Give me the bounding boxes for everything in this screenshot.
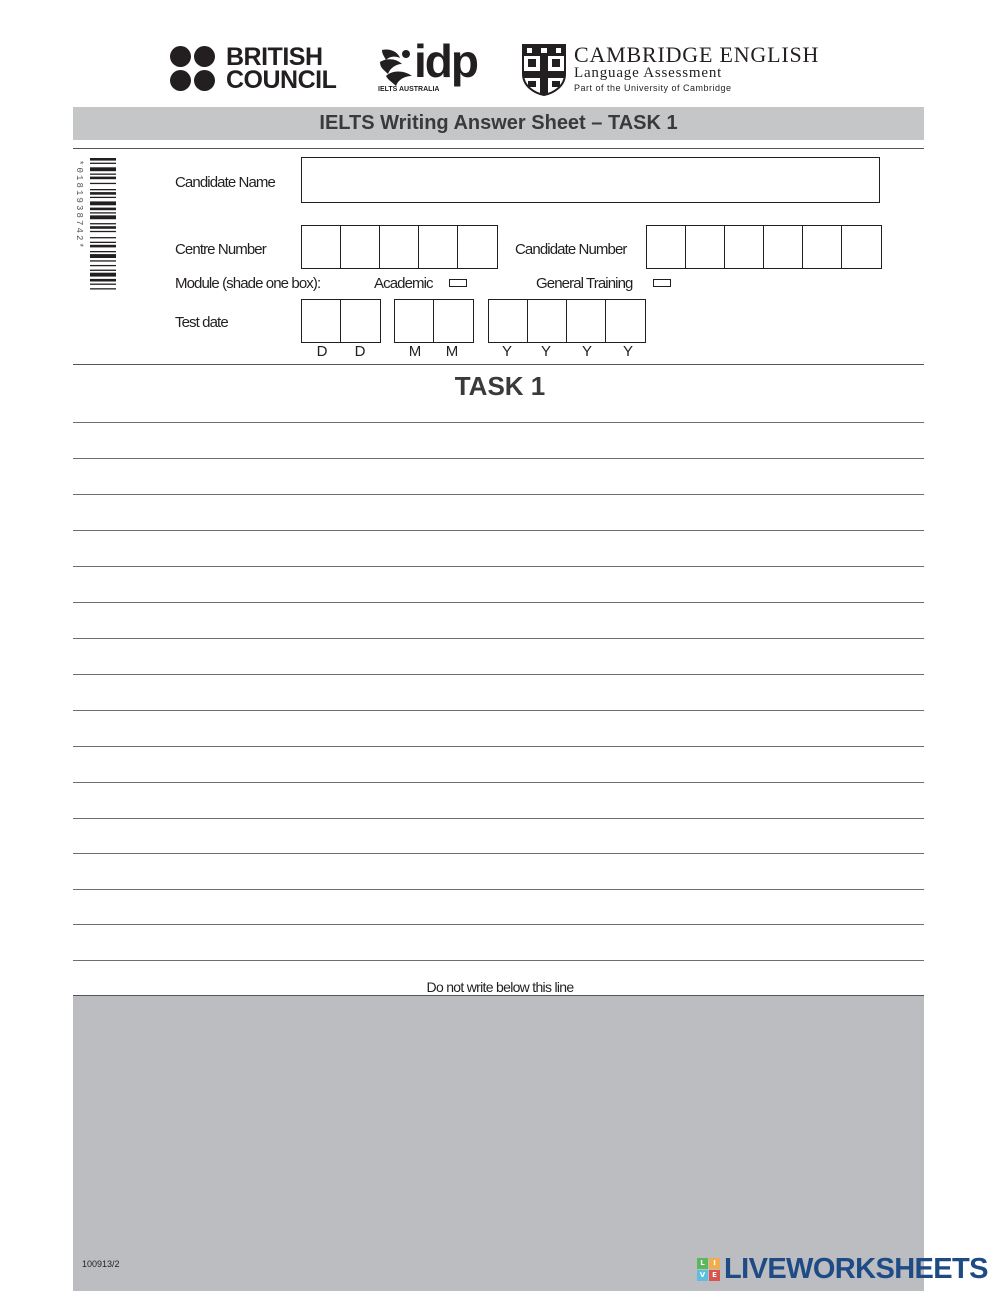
task-heading: TASK 1: [454, 371, 546, 401]
test-date-year-field[interactable]: [488, 299, 646, 343]
logo-tile: E: [709, 1270, 720, 1281]
candidate-number-cell[interactable]: [647, 226, 686, 268]
date-cell[interactable]: [341, 300, 380, 342]
centre-number-cell[interactable]: [419, 226, 458, 268]
date-format-letter: M: [445, 343, 459, 360]
candidate-number-cell[interactable]: [686, 226, 725, 268]
writing-line: [73, 960, 924, 961]
writing-line: [73, 422, 924, 423]
date-cell[interactable]: [395, 300, 434, 342]
writing-line: [73, 889, 924, 890]
logo-tile: L: [697, 1258, 708, 1269]
writing-line: [73, 530, 924, 531]
candidate-number-label: Candidate Number: [515, 241, 627, 258]
centre-number-field[interactable]: [301, 225, 498, 269]
candidate-name-field[interactable]: [301, 157, 880, 203]
candidate-number-cell[interactable]: [764, 226, 803, 268]
sheet-title: IELTS Writing Answer Sheet – TASK 1: [319, 112, 678, 134]
do-not-write-notice: Do not write below this line: [426, 979, 574, 995]
test-date-label: Test date: [175, 314, 228, 331]
module-label: Module (shade one box):: [175, 275, 321, 292]
form-code: 100913/2: [82, 1259, 120, 1269]
date-cell[interactable]: [528, 300, 567, 342]
examiner-use-area: [73, 996, 924, 1291]
writing-line: [73, 602, 924, 603]
academic-checkbox[interactable]: [449, 279, 467, 287]
idp-emblem-icon: [376, 46, 416, 86]
cambridge-tagline: Part of the University of Cambridge: [574, 83, 732, 93]
writing-line: [73, 853, 924, 854]
centre-number-label: Centre Number: [175, 241, 266, 258]
centre-number-cell[interactable]: [380, 226, 419, 268]
date-format-letter: D: [316, 343, 328, 360]
candidate-number-cell[interactable]: [842, 226, 881, 268]
writing-line: [73, 494, 924, 495]
general-training-checkbox[interactable]: [653, 279, 671, 287]
cambridge-crest-icon: [522, 44, 566, 96]
writing-line: [73, 818, 924, 819]
writing-line: [73, 746, 924, 747]
date-cell[interactable]: [434, 300, 473, 342]
centre-number-cell[interactable]: [458, 226, 497, 268]
centre-number-cell[interactable]: [341, 226, 380, 268]
date-format-letter: M: [408, 343, 422, 360]
cambridge-subtitle: Language Assessment: [574, 65, 723, 81]
logo-tile: I: [709, 1258, 720, 1269]
idp-logo: [374, 35, 486, 98]
writing-line: [73, 710, 924, 711]
date-format-letter: Y: [622, 343, 633, 360]
date-cell[interactable]: [567, 300, 606, 342]
writing-line: [73, 782, 924, 783]
idp-subtitle: IELTS AUSTRALIA: [378, 86, 440, 93]
idp-wordmark: idp: [414, 35, 477, 87]
date-cell[interactable]: [489, 300, 528, 342]
cambridge-title: CAMBRIDGE ENGLISH: [574, 42, 820, 67]
date-cell[interactable]: [302, 300, 341, 342]
logo-tile: V: [697, 1270, 708, 1281]
british-council-dots-icon: [170, 46, 218, 94]
date-format-letter: Y: [540, 343, 551, 360]
writing-line: [73, 674, 924, 675]
test-date-day-field[interactable]: [301, 299, 381, 343]
general-training-label: General Training: [536, 275, 633, 292]
sheet-title-bar: [73, 107, 924, 140]
barcode-icon: [72, 158, 118, 334]
writing-line: [73, 638, 924, 639]
liveworksheets-badge[interactable]: [697, 1253, 995, 1285]
date-format-letter: Y: [501, 343, 512, 360]
centre-number-cell[interactable]: [302, 226, 341, 268]
top-divider: [73, 148, 924, 149]
cambridge-english-logo: [520, 44, 840, 100]
date-cell[interactable]: [606, 300, 645, 342]
candidate-name-label: Candidate Name: [175, 174, 275, 191]
writing-line: [73, 458, 924, 459]
form-divider: [73, 364, 924, 365]
british-council-wordmark: BRITISH COUNCIL: [226, 43, 337, 94]
writing-line: [73, 924, 924, 925]
british-council-logo: [170, 44, 340, 96]
liveworksheets-logo-icon: [697, 1258, 721, 1282]
test-date-month-field[interactable]: [394, 299, 474, 343]
liveworksheets-wordmark: LIVEWORKSHEETS: [724, 1253, 988, 1285]
barcode-number: *0181938742*: [74, 160, 84, 251]
date-format-letter: Y: [581, 343, 592, 360]
date-format-letter: D: [354, 343, 366, 360]
candidate-number-cell[interactable]: [803, 226, 842, 268]
writing-line: [73, 566, 924, 567]
candidate-number-cell[interactable]: [725, 226, 764, 268]
candidate-number-field[interactable]: [646, 225, 882, 269]
academic-label: Academic: [374, 275, 433, 292]
